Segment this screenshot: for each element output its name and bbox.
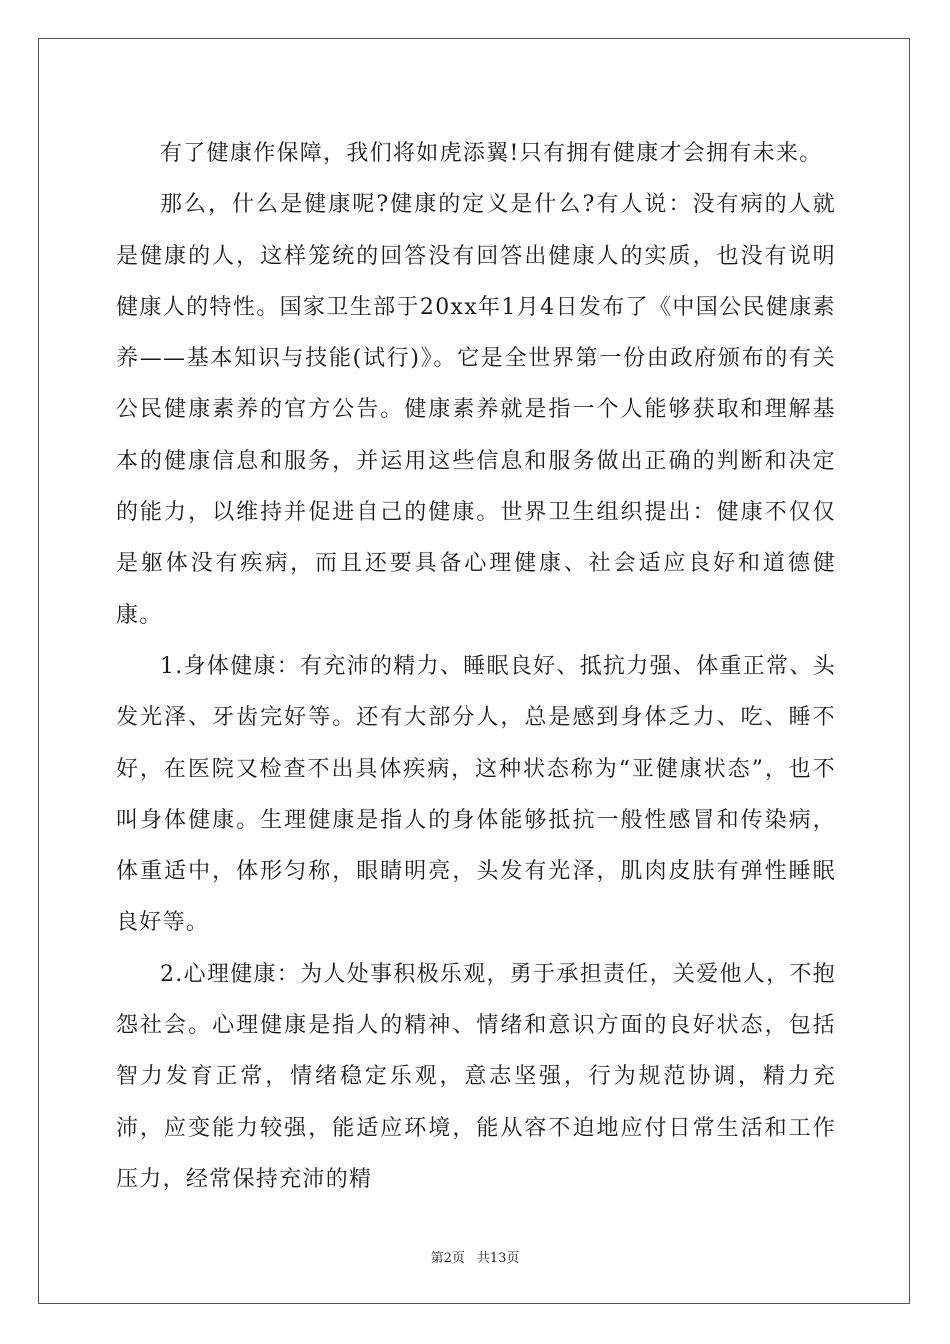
paragraph-mental-health: 2.心理健康：为人处事积极乐观，勇于承担责任，关爱他人，不抱怨社会。心理健康是指人的精神、情绪和意识方面的良好状态，包括智力发育正常，情绪稳定乐观，意志坚强，行为规范协调，精力充沛，应变能力较强，能适应环境，能从容不迫地应付日常生活和工作压力，经常保持充沛的精: [116, 961, 836, 1192]
paragraph-definition: 那么，什么是健康呢?健康的定义是什么?有人说：没有病的人就是健康的人，这样笼统的回答没有回答出健康人的实质，也没有说明健康人的特性。国家卫生部于20xx年1月4日发布了《中国公民健康素养——基本知识与技能(试行)》。它是全世界第一份由政府颁布的有关公民健康素养的官方公告。健康素养就是指一个人能够获取和理解基本的健康信息和服务，并运用这些信息和服务做出正确的判断和决定的能力，以维持并促进自己的健康。世界卫生组织提出：健康不仅仅是躯体没有疾病，而且还要具备心理健康、社会适应良好和道德健康。: [116, 192, 836, 628]
paragraph-physical-health: 1.身体健康：有充沛的精力、睡眠良好、抵抗力强、体重正常、头发光泽、牙齿完好等。还有大部分人，总是感到身体乏力、吃、睡不好，在医院又检查不出具体疾病，这种状态称为“亚健康状态”，也不叫身体健康。生理健康是指人的身体能够抵抗一般性感冒和传染病，体重适中，体形匀称，眼睛明亮，头发有光泽，肌肉皮肤有弹性睡眠良好等。: [116, 653, 836, 936]
document-body: [116, 128, 836, 1205]
page-number: 第2页: [430, 1251, 465, 1266]
page-total: 共13页: [476, 1251, 520, 1266]
paragraph-intro: 有了健康作保障，我们将如虎添翼!只有拥有健康才会拥有未来。: [160, 141, 823, 166]
page-footer: [0, 1247, 950, 1266]
